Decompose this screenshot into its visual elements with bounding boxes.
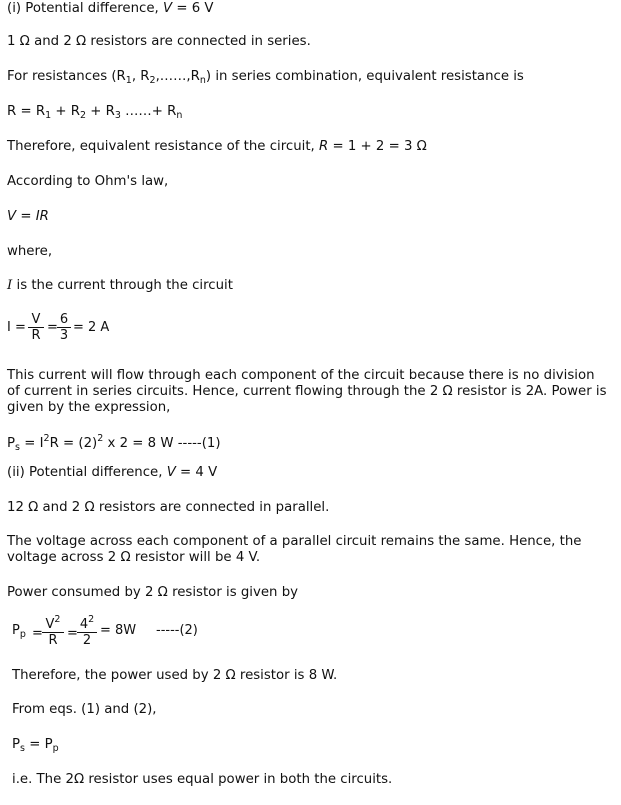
fraction-v-over-r: $\frac{V}{R}$ xyxy=(28,312,44,344)
final-statement: i.e. The 2Ω resistor uses equal power in both the circuits. xyxy=(12,772,393,787)
fraction-42-over-2: $\frac{4^2}{2}$ xyxy=(77,612,97,649)
series-formula: $R = R_1 + R_2 + R_3$ ……+ $R_n$ xyxy=(7,104,183,121)
series-statement: 1 Ω and 2 Ω resistors are connected in series. xyxy=(7,34,311,49)
fraction-v2-over-r: $\frac{V^2}{R}$ xyxy=(42,612,64,649)
fraction-6-over-3: $\frac{6}{3}$ xyxy=(57,312,71,344)
current-paragraph: This current will flow through each component of the circuit because there is no division of current in series circuits. Hence, current flowing through the 2 Ω resistor is 2A. Power is given by the expression, xyxy=(7,368,607,415)
where-label: where, xyxy=(7,244,53,259)
ohms-law-intro: According to Ohm's law, xyxy=(7,174,169,189)
current-definition: I is the current through the circuit xyxy=(7,278,233,293)
power-equation-1: $P_s = I^2R = (2)^2$ x 2 = 8 W -----(1) xyxy=(7,433,221,453)
conclusion-power: Therefore, the power used by 2 Ω resistor is 8 W. xyxy=(12,668,338,683)
part2-heading: (ii) Potential difference, V = 4 V xyxy=(7,465,218,480)
series-rule: For resistances ($R_1$, $R_2,\dots\dots,R_n$) in series combination, equivalent resistance is xyxy=(7,69,524,86)
part1-heading: (i) Potential difference, V = 6 V xyxy=(7,1,214,16)
ohms-law-formula: V = IR xyxy=(7,209,49,224)
power-consumed-intro: Power consumed by 2 Ω resistor is given by xyxy=(7,585,299,600)
voltage-paragraph: The voltage across each component of a parallel circuit remains the same. Hence, the voltage across 2 Ω resistor will be 4 V. xyxy=(7,534,582,565)
parallel-statement: 12 Ω and 2 Ω resistors are connected in parallel. xyxy=(7,500,330,515)
from-equations: From eqs. (1) and (2), xyxy=(12,702,157,717)
solution-page: (i) Potential difference, V = 6 V 1 Ω and 2 Ω resistors are connected in series. For resistances ($R_1$, $R_2,\dots\dots,R_n$) in series combination, equivalent resistance is $R = R_1 + R_2 + R_3$ ……+ $R_n$ Therefore, equivalent resistance of the circuit, R = 1 + 2 = 3 Ω According to Ohm's law, V = IR where, I is the current through the circuit I = $\frac{V}{R}$ = $\frac{6}{3}$ = 2 A This current will flow through each component of the circuit because there is no division of current in series circuits. Hence, current flowing through the 2 Ω resistor is 2A. Power is given by the expression, $P_s = I^2R = (2)^2$ x 2 = 8 W -----(1) (ii) Potential difference, V = 4 V 12 Ω and 2 Ω resistors are connected in parallel. The voltage across each component of a parallel circuit remains the same. Hence, the voltage across 2 Ω resistor will be 4 V. Power consumed by 2 Ω resistor is given by $P_p$ = $\frac{V^2}{R}$ = $\frac{4^2}{2}$ = 8W -----(2) Therefore, the power used by 2 Ω resistor is 8 W. From eqs. (1) and (2), $P_s = P_p$ i.e. The 2Ω resistor uses equal power in both the circuits. xyxy=(0,0,621,805)
final-equation: $P_s = P_p$ xyxy=(12,737,59,754)
equivalent-resistance: Therefore, equivalent resistance of the circuit, R = 1 + 2 = 3 Ω xyxy=(7,139,427,154)
